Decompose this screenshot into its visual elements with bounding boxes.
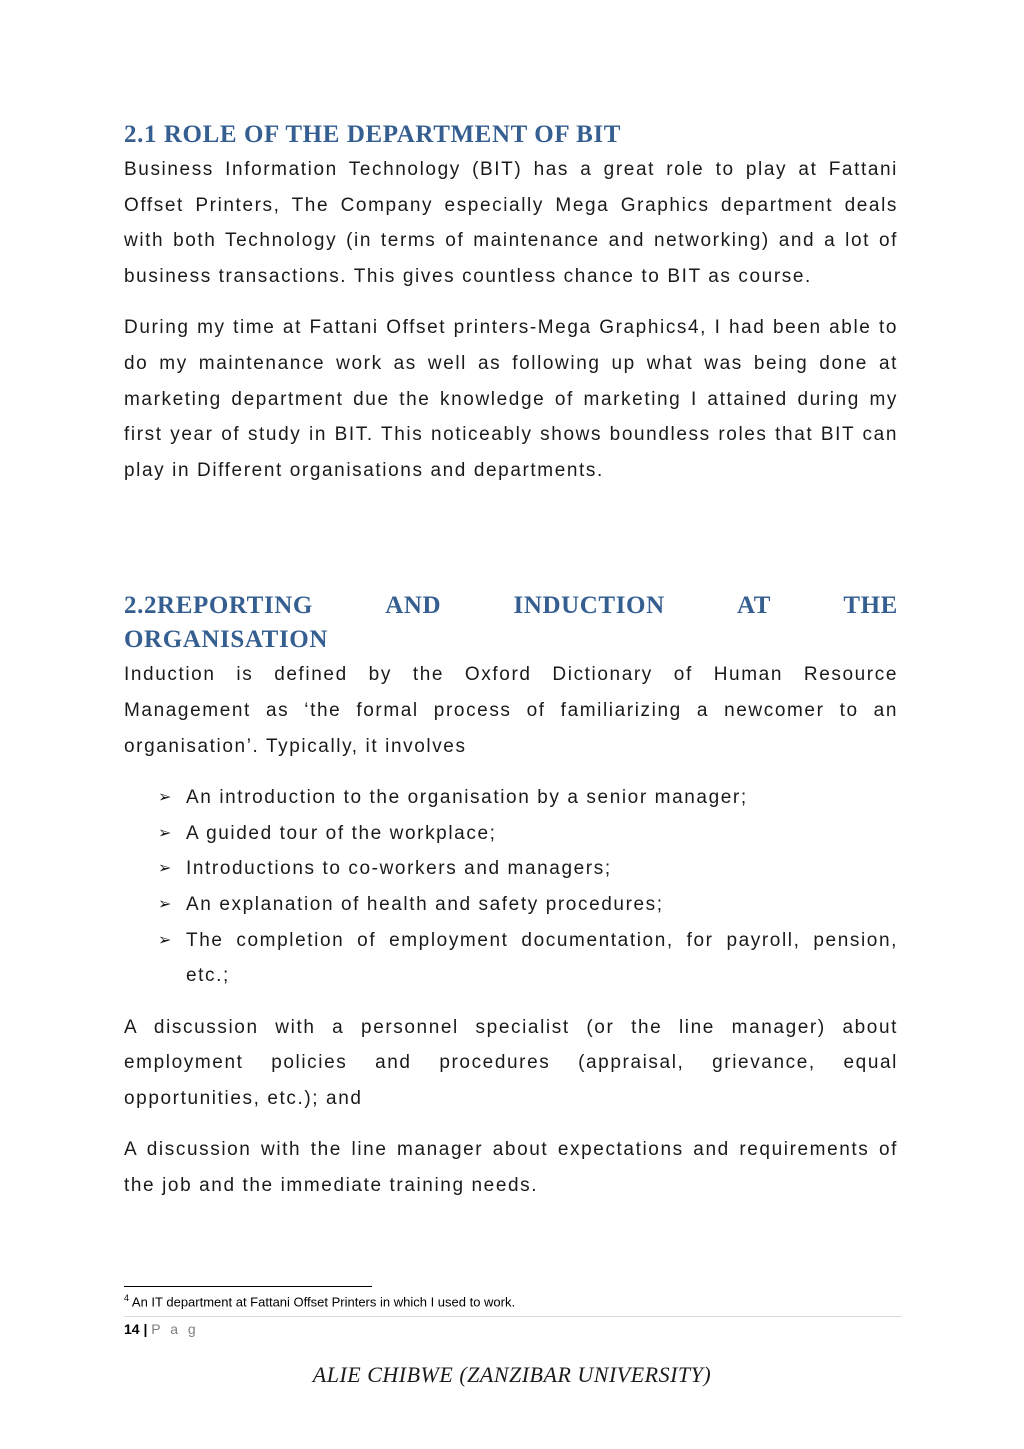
list-item: ➢ An explanation of health and safety procedures; (186, 887, 898, 923)
arrow-bullet-icon: ➢ (158, 931, 174, 949)
paragraph-personnel-discussion: A discussion with a personnel specialist (or the line manager) about employment policies and procedures (appraisal, grievance, equal opportunities, etc.); and (124, 1016, 898, 1109)
page-separator: | (139, 1321, 152, 1337)
heading-word: AND (385, 592, 442, 620)
arrow-bullet-icon: ➢ (158, 824, 174, 842)
section-heading-role-of-bit: 2.1 ROLE OF THE DEPARTMENT OF BIT (124, 121, 621, 148)
heading-word: THE (843, 592, 898, 620)
footer-author: ALIE CHIBWE (ZANZIBAR UNIVERSITY) (312, 1362, 712, 1387)
paragraph-bit-role: Business Information Technology (BIT) has a great role to play at Fattani Offset Printers, The Company especially Mega Graphics department deals with both Technology (in terms of maintenance and networking) and a lot of business transactions. This gives countless chance to BIT as course. (124, 159, 898, 287)
page-label: P a g (151, 1321, 199, 1337)
footnote (124, 1293, 515, 1309)
paragraph-line-manager-discussion: A discussion with the line manager about expectations and requirements of the job and the immediate training needs. (124, 1139, 898, 1197)
footnote-text: An IT department at Fattani Offset Printers in which I used to work. (129, 1294, 516, 1310)
footnote-divider (124, 1286, 372, 1287)
arrow-bullet-icon: ➢ (158, 895, 174, 913)
list-item: ➢ An introduction to the organisation by a senior manager; (186, 780, 898, 816)
section-heading-reporting-induction (124, 589, 898, 623)
list-item: ➢ Introductions to co-workers and managers; (186, 851, 898, 887)
page-number (124, 1321, 199, 1337)
section-heading-line2: ORGANISATION (124, 626, 328, 654)
heading-word: AT (737, 592, 772, 620)
page-number-value: 14 (124, 1321, 140, 1337)
arrow-bullet-icon: ➢ (158, 789, 174, 807)
list-item: ➢ The completion of employment documentation, for payroll, pension, etc.; (186, 923, 898, 994)
paragraph-induction-definition: Induction is defined by the Oxford Dictionary of Human Resource Management as ‘the formal process of familiarizing a newcomer to an organisation’. Typically, it involves (124, 664, 898, 757)
arrow-bullet-icon: ➢ (158, 860, 174, 878)
page-body (124, 118, 898, 1204)
induction-list (124, 780, 898, 994)
list-item: ➢ A guided tour of the workplace; (186, 816, 898, 852)
footer-divider (124, 1316, 902, 1317)
paragraph-time-at-fattani: During my time at Fattani Offset printers-Mega Graphics4, I had been able to do my maintenance work as well as following up what was being done at marketing department due the knowledge of marketing I attained during my first year of study in BIT. This noticeably shows boundless roles that BIT can play in Different organisations and departments. (124, 317, 898, 481)
heading-word: INDUCTION (513, 592, 665, 620)
heading-word: 2.2REPORTING (124, 592, 313, 620)
footnote-marker: 4 (124, 1293, 130, 1303)
section-spacer (124, 488, 898, 589)
